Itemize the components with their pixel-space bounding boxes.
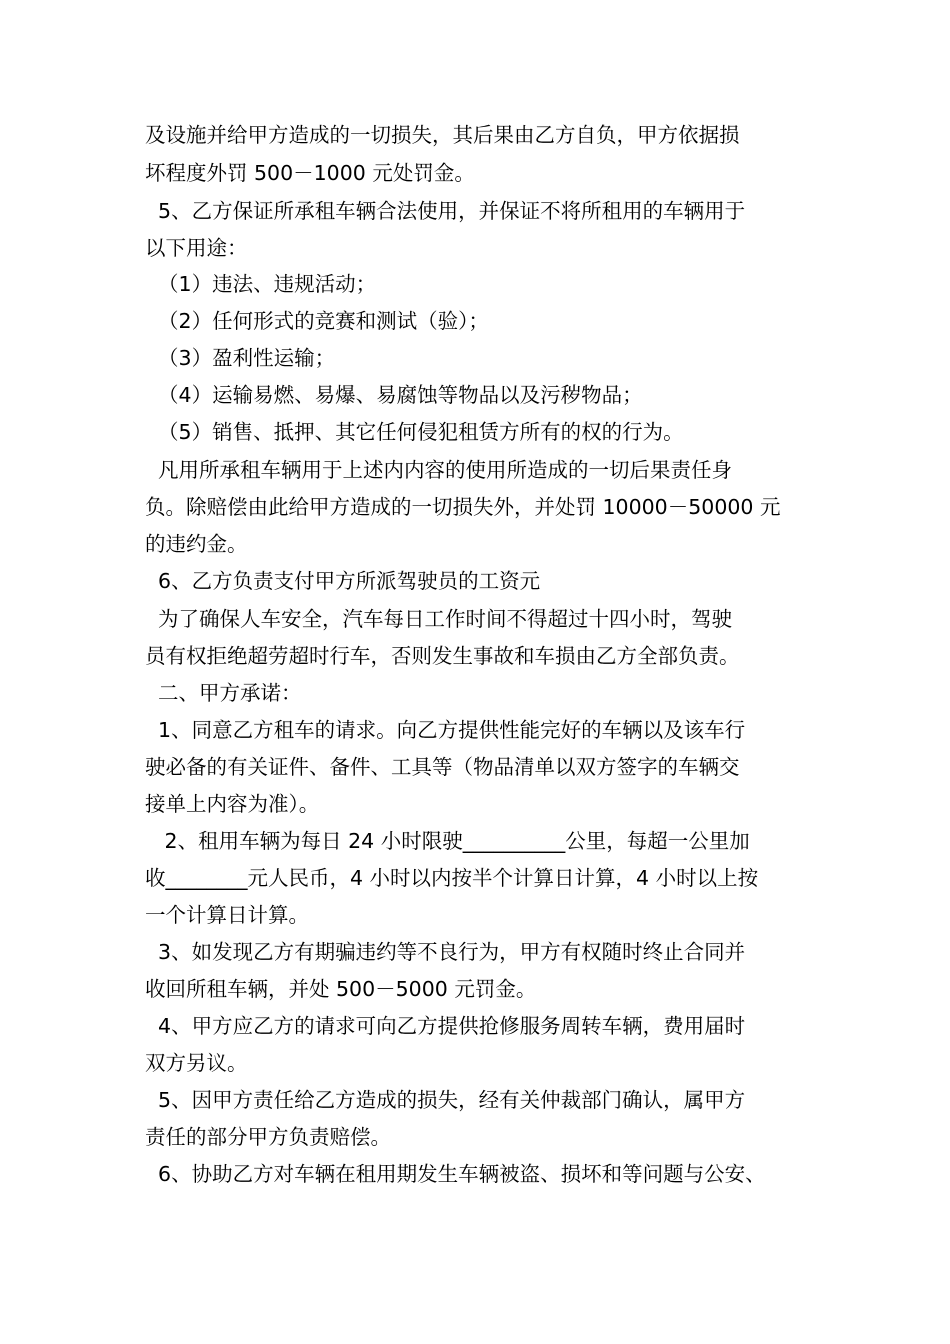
text-line: 收________元人民币，4 小时以内按半个计算日计算，4 小时以上按 [145,866,759,890]
text-line: 6、乙方负责支付甲方所派驾驶员的工资元 [145,569,541,593]
text-line: 责任的部分甲方负责赔偿。 [145,1125,391,1149]
text-line: 及设施并给甲方造成的一切损失，其后果由乙方自负，甲方依据损 [145,123,740,147]
text-line: 二、甲方承诺： [145,681,302,705]
text-line: 员有权拒绝超劳超时行车，否则发生事故和车损由乙方全部负责。 [145,644,740,668]
text-line: 负。除赔偿由此给甲方造成的一切损失外，并处罚 10000－50000 元 [145,495,781,519]
text-line: （5）销售、抵押、其它任何侵犯租赁方所有的权的行为。 [145,420,684,444]
text-line: 5、因甲方责任给乙方造成的损失，经有关仲裁部门确认，属甲方 [145,1088,746,1112]
text-line: 驶必备的有关证件、备件、工具等（物品清单以双方签字的车辆交 [145,755,740,779]
text-line: 为了确保人车安全，汽车每日工作时间不得超过十四小时，驾驶 [145,607,733,631]
text-line: （3）盈利性运输； [145,346,336,370]
text-line: 2、租用车辆为每日 24 小时限驶__________公里，每超一公里加 [145,829,750,853]
text-line: 收回所租车辆，并处 500－5000 元罚金。 [145,977,537,1001]
text-line: 接单上内容为准）。 [145,792,320,816]
text-line: （4）运输易燃、易爆、易腐蚀等物品以及污秽物品； [145,383,643,407]
text-line: 5、乙方保证所承租车辆合法使用，并保证不将所租用的车辆用于 [145,199,746,223]
text-line: 一个计算日计算。 [145,903,309,927]
text-line: 4、甲方应乙方的请求可向乙方提供抢修服务周转车辆，费用届时 [145,1014,746,1038]
text-line: 坏程度外罚 500－1000 元处罚金。 [145,161,475,185]
text-line: 以下用途： [145,236,248,260]
text-line: 凡用所承租车辆用于上述内内容的使用所造成的一切后果责任身 [145,458,733,482]
text-line: （1）违法、违规活动； [145,272,377,296]
text-line: （2）任何形式的竞赛和测试（验）； [145,309,489,333]
text-line: 1、同意乙方租车的请求。向乙方提供性能完好的车辆以及该车行 [145,718,746,742]
text-line: 的违约金。 [145,532,248,556]
text-line: 双方另议。 [145,1051,248,1075]
text-line: 6、协助乙方对车辆在租用期发生车辆被盗、损坏和等问题与公安、 [145,1162,766,1186]
text-line: 3、如发现乙方有期骗违约等不良行为，甲方有权随时终止合同并 [145,940,746,964]
